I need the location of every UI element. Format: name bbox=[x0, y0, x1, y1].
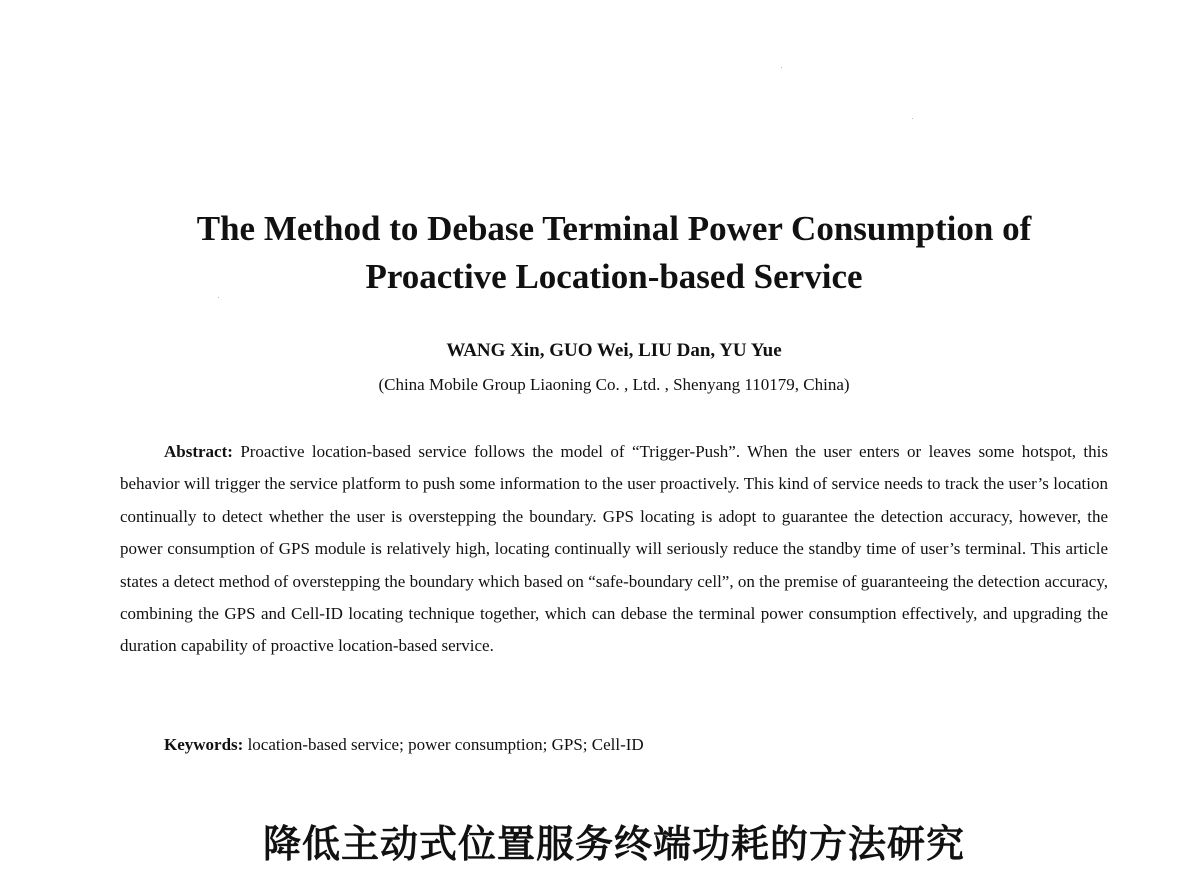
title-line-2: Proactive Location-based Service bbox=[365, 257, 863, 296]
keywords-label: Keywords: bbox=[164, 735, 244, 754]
scan-speck bbox=[218, 297, 219, 298]
title-line-1: The Method to Debase Terminal Power Consumption of bbox=[196, 209, 1032, 248]
scan-speck bbox=[912, 118, 913, 119]
paper-title bbox=[100, 205, 1128, 301]
keywords bbox=[164, 729, 644, 761]
scan-speck bbox=[781, 67, 782, 68]
abstract-text: Proactive location-based service follows the model of “Trigger-Push”. When the user enters or leaves some hotspot, this behavior will trigger the service platform to push some information to the user proactively. This kind of service needs to track the user’s location continually to detect whether the user is overstepping the boundary. GPS locating is adopt to guarantee the detection accuracy, however, the power consumption of GPS module is relatively high, locating continually will seriously reduce the standby time of user’s terminal. This article states a detect method of overstepping the boundary which based on “safe-boundary cell”, on the premise of guaranteeing the detection accuracy, combining the GPS and Cell-ID locating technique together, which can debase the terminal power consumption effectively, and upgrading the duration capability of proactive location-based service. bbox=[120, 442, 1108, 656]
author-list: WANG Xin, GUO Wei, LIU Dan, YU Yue bbox=[446, 340, 782, 361]
abstract bbox=[120, 436, 1108, 663]
abstract-label: Abstract: bbox=[164, 442, 233, 461]
affiliation: (China Mobile Group Liaoning Co. , Ltd. , Shenyang 110179, China) bbox=[378, 375, 850, 394]
chinese-title: 降低主动式位置服务终端功耗的方法研究 bbox=[262, 822, 965, 866]
keywords-text: location-based service; power consumption; GPS; Cell-ID bbox=[243, 735, 644, 754]
